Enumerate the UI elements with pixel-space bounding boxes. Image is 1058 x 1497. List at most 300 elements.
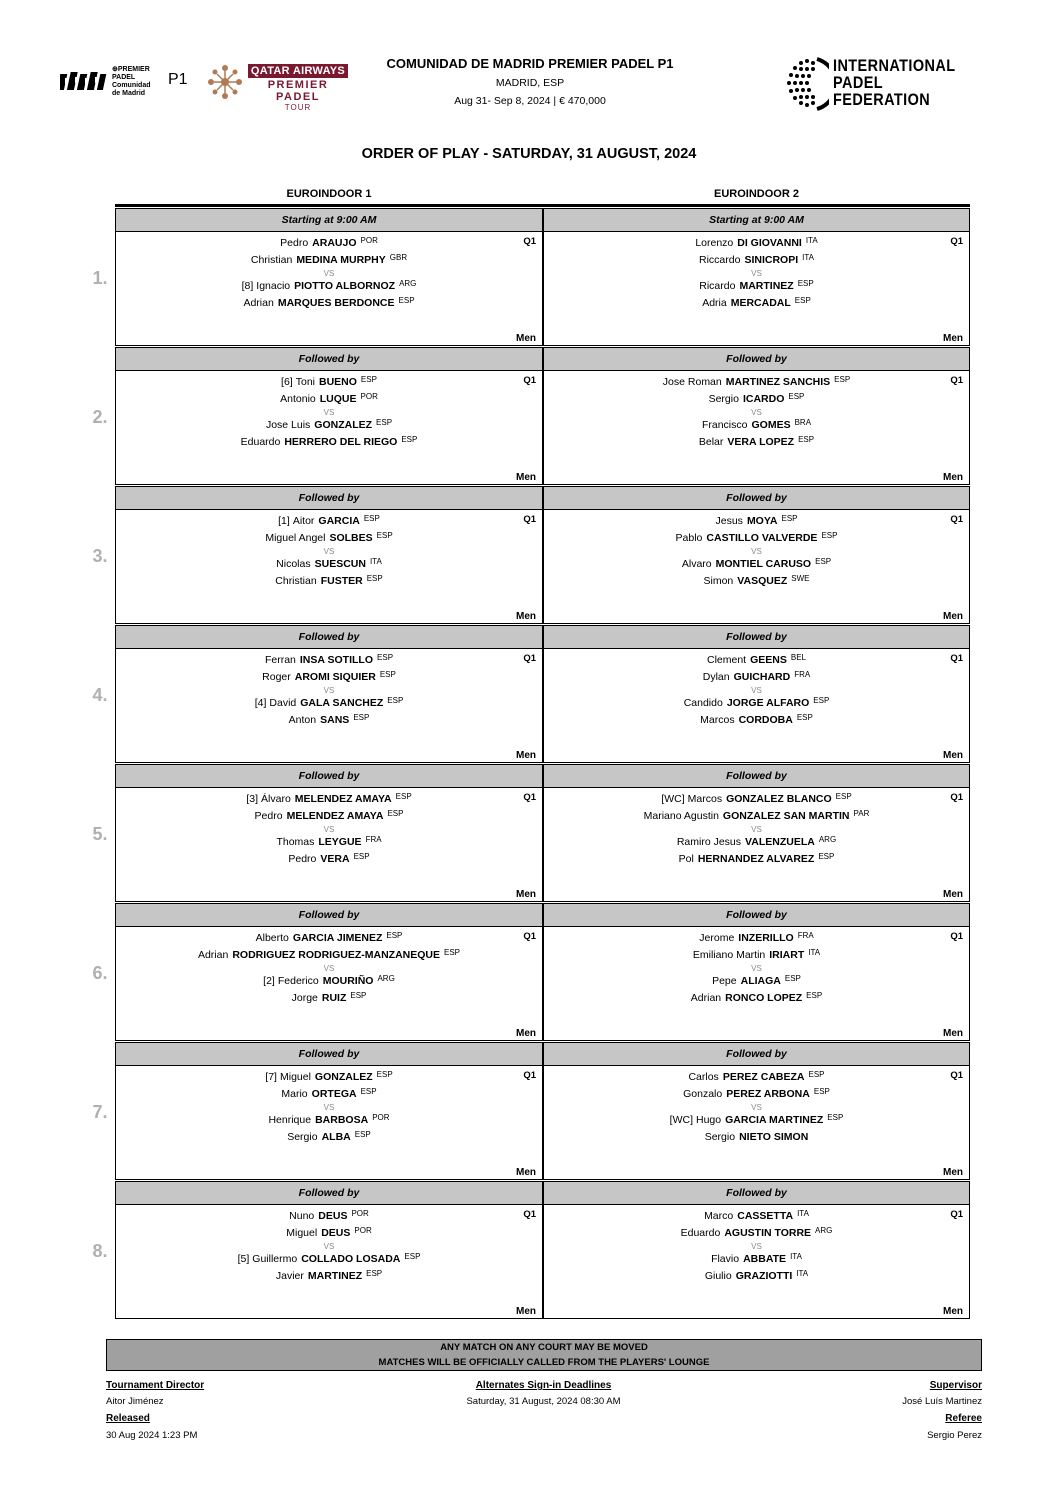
player-line [544, 436, 969, 448]
round-label: Q1 [523, 653, 536, 664]
player-first-name: Nuno [289, 1210, 315, 1222]
player-line [116, 932, 542, 944]
row-number: 2. [92, 407, 108, 427]
order-of-play-title: ORDER OF PLAY - SATURDAY, 31 AUGUST, 2024 [361, 146, 697, 162]
player-last-name: GONZALEZ BLANCO [726, 793, 832, 805]
player-first-name: Adrian [243, 297, 274, 309]
player-nationality: BRA [794, 418, 812, 427]
player-line [544, 810, 969, 822]
player-nationality: ESP [360, 1087, 377, 1096]
versus-label: VS [751, 547, 762, 556]
player-first-name: Pepe [712, 975, 737, 987]
player-line [544, 280, 969, 292]
premier-padel-p1-logo [112, 66, 188, 98]
player-nationality: ESP [376, 418, 393, 427]
player-first-name: Ricardo [699, 280, 736, 292]
player-line [116, 297, 542, 309]
match-cell [115, 370, 543, 485]
match-cell [543, 648, 970, 763]
alternates-value: Saturday, 31 August, 2024 08:30 AM [466, 1396, 621, 1407]
player-last-name: JORGE ALFARO [726, 697, 810, 709]
p1-logo-line2: Comunidad [112, 82, 151, 89]
player-first-name: Flavio [711, 1253, 740, 1265]
player-first-name: Riccardo [699, 254, 741, 266]
match-cell [115, 926, 543, 1041]
header-rule [115, 204, 970, 207]
player-last-name: GONZALEZ [314, 1071, 373, 1083]
category-label: Men [516, 1028, 536, 1039]
player-first-name: Ferran [264, 654, 296, 666]
player-first-name: Alberto [255, 932, 289, 944]
versus-label: VS [323, 1242, 335, 1251]
player-last-name: VERA [320, 853, 350, 865]
player-first-name: Henrique [268, 1114, 312, 1126]
player-line [544, 419, 969, 431]
versus-label: VS [323, 408, 335, 417]
player-line [544, 297, 969, 309]
player-last-name: MEDINA MURPHY [296, 254, 386, 266]
player-last-name: VALENZUELA [745, 836, 815, 848]
player-last-name: VERA LOPEZ [727, 436, 795, 448]
player-seed: [3] [246, 793, 259, 805]
player-nationality: ITA [790, 1252, 802, 1261]
player-first-name: Roger [262, 671, 291, 683]
player-line [116, 714, 542, 726]
player-first-name: Simon [703, 575, 734, 587]
player-last-name: GALA SANCHEZ [300, 697, 384, 709]
player-last-name: DI GIOVANNI [737, 237, 802, 249]
player-last-name: VASQUEZ [737, 575, 788, 587]
round-label: Q1 [523, 375, 536, 386]
player-nationality: ITA [797, 1209, 809, 1218]
p1-logo-line3: de Madrid [112, 90, 146, 97]
row-number: 6. [92, 963, 108, 983]
player-seed: [8] [241, 280, 254, 292]
player-nationality: POR [372, 1113, 390, 1122]
match-cell [543, 1065, 970, 1180]
player-line [544, 515, 969, 527]
player-last-name: COLLADO LOSADA [301, 1253, 401, 1265]
referee-label: Referee [945, 1413, 982, 1424]
player-nationality: ESP [366, 1269, 383, 1278]
player-last-name: AROMI SIQUIER [294, 671, 376, 683]
player-last-name: GUICHARD [733, 671, 791, 683]
round-label: Q1 [950, 236, 963, 247]
category-label: Men [516, 1306, 536, 1317]
tour-text: TOUR [284, 103, 312, 112]
category-label: Men [516, 1167, 536, 1178]
versus-label: VS [323, 964, 335, 973]
category-label: Men [943, 1028, 963, 1039]
player-first-name: Adria [702, 297, 727, 309]
player-last-name: ABBATE [743, 1253, 787, 1265]
player-first-name: Ramiro Jesus [676, 836, 742, 848]
player-first-name: Antonio [280, 393, 316, 405]
player-first-name: Toni [295, 376, 315, 388]
player-nationality: POR [351, 1209, 369, 1218]
player-first-name: Sergio [708, 393, 739, 405]
match-cell [115, 1204, 543, 1319]
player-line [116, 515, 542, 527]
referee-value: Sergio Perez [927, 1430, 982, 1441]
player-nationality: ESP [827, 1113, 844, 1122]
player-line [544, 1071, 969, 1083]
row-number: 1. [92, 268, 108, 288]
player-line [544, 697, 969, 709]
player-first-name: Marcos [687, 793, 723, 805]
ipf-line1: INTERNATIONAL [833, 56, 956, 75]
round-label: Q1 [523, 236, 536, 247]
category-label: Men [516, 472, 536, 483]
player-nationality: ESP [353, 713, 370, 722]
player-seed: [7] [265, 1071, 277, 1083]
player-nationality: ESP [815, 557, 832, 566]
match-cell [115, 1065, 543, 1180]
player-line [116, 393, 542, 405]
player-nationality: POR [354, 1226, 372, 1235]
player-nationality: ESP [813, 1087, 830, 1096]
player-first-name: Thomas [276, 836, 315, 848]
player-first-name: Mariano Agustin [643, 810, 719, 822]
player-last-name: MELENDEZ AMAYA [294, 793, 392, 805]
player-first-name: Giulio [704, 1270, 732, 1282]
player-line [116, 254, 542, 266]
versus-label: VS [323, 825, 335, 834]
player-first-name: Álvaro [261, 793, 291, 805]
player-first-name: Jesus [715, 515, 743, 527]
player-nationality: ESP [354, 1130, 371, 1139]
row-number: 7. [92, 1102, 108, 1122]
followed-by-band: Followed by [115, 1181, 543, 1205]
p1-logo-mark: P1 [168, 71, 188, 88]
player-last-name: INSA SOTILLO [299, 654, 374, 666]
followed-by-band: Followed by [543, 347, 970, 371]
round-label: Q1 [523, 1070, 536, 1081]
player-nationality: ESP [796, 713, 813, 722]
player-line [544, 1253, 969, 1265]
player-nationality: ESP [788, 392, 805, 401]
player-first-name: Dylan [702, 671, 730, 683]
player-seed: [4] [254, 697, 267, 709]
player-last-name: ALIAGA [740, 975, 781, 987]
player-first-name: Jose Roman [662, 376, 722, 388]
player-nationality: ESP [377, 653, 394, 662]
player-last-name: HERRERO DEL RIEGO [284, 436, 398, 448]
player-last-name: DEUS [321, 1227, 351, 1239]
player-line [116, 1227, 542, 1239]
player-last-name: GARCIA JIMENEZ [292, 932, 383, 944]
player-first-name: Pablo [675, 532, 703, 544]
player-line [544, 654, 969, 666]
player-last-name: SUESCUN [314, 558, 366, 570]
category-label: Men [943, 1306, 963, 1317]
followed-by-band: Followed by [115, 764, 543, 788]
player-last-name: MARQUES BERDONCE [277, 297, 395, 309]
player-first-name: David [269, 697, 297, 709]
player-nationality: ESP [798, 435, 815, 444]
player-line [544, 793, 969, 805]
round-label: Q1 [950, 514, 963, 525]
tournament-title: COMUNIDAD DE MADRID PREMIER PADEL P1 [386, 56, 674, 71]
player-first-name: Pol [678, 853, 694, 865]
player-line [116, 654, 542, 666]
category-label: Men [516, 611, 536, 622]
player-nationality: ITA [808, 948, 821, 957]
player-line [544, 558, 969, 570]
player-line [116, 1088, 542, 1100]
notice-box [106, 1339, 982, 1371]
round-label: Q1 [950, 1209, 963, 1220]
player-line [116, 671, 542, 683]
player-nationality: ESP [794, 296, 811, 305]
followed-by-band: Followed by [543, 1042, 970, 1066]
player-nationality: BEL [790, 653, 806, 662]
player-nationality: ESP [398, 296, 415, 305]
player-line [116, 949, 542, 961]
player-last-name: BUENO [319, 376, 357, 388]
player-line [116, 975, 542, 987]
player-line [544, 853, 969, 865]
ipf-name [833, 57, 955, 108]
player-last-name: FUSTER [320, 575, 363, 587]
player-nationality: FRA [797, 931, 814, 940]
player-line [544, 1210, 969, 1222]
category-label: Men [943, 472, 963, 483]
player-nationality: ESP [813, 696, 830, 705]
player-first-name: Marcos [700, 714, 735, 726]
player-last-name: RODRIGUEZ RODRIGUEZ-MANZANEQUE [232, 949, 440, 961]
player-last-name: GARCIA [318, 515, 360, 527]
player-line [544, 376, 969, 388]
player-last-name: ARAUJO [312, 237, 357, 249]
player-line [544, 671, 969, 683]
player-nationality: FRA [365, 835, 382, 844]
released-label: Released [106, 1413, 150, 1424]
match-cell [115, 509, 543, 624]
player-first-name: Miguel [279, 1071, 311, 1083]
player-last-name: MOURIÑO [322, 975, 374, 987]
player-last-name: MELENDEZ AMAYA [286, 810, 384, 822]
row-number: 4. [92, 685, 108, 705]
player-first-name: Anton [288, 714, 317, 726]
player-seed: [5] [237, 1253, 250, 1265]
player-nationality: ESP [360, 375, 377, 384]
player-last-name: HERNANDEZ ALVAREZ [697, 853, 815, 865]
notice-line-1: ANY MATCH ON ANY COURT MAY BE MOVED [440, 1342, 648, 1353]
player-seed: [WC] [661, 793, 685, 805]
player-line [544, 1270, 969, 1282]
player-nationality: ESP [353, 852, 370, 861]
player-nationality: ESP [395, 792, 412, 801]
tournament-header [330, 56, 730, 107]
category-label: Men [943, 750, 963, 761]
match-cell [543, 509, 970, 624]
player-first-name: Marco [704, 1210, 734, 1222]
player-first-name: Eduardo [680, 1227, 721, 1239]
versus-label: VS [751, 686, 762, 695]
player-nationality: SWE [791, 574, 810, 583]
versus-label: VS [751, 269, 762, 278]
player-first-name: Mario [281, 1088, 308, 1100]
player-first-name: Sergio [704, 1131, 736, 1143]
player-first-name: Miguel [286, 1227, 318, 1239]
player-first-name: Clement [707, 654, 747, 666]
player-line [116, 575, 542, 587]
player-seed: [6] [281, 376, 293, 388]
row-number: 5. [92, 824, 108, 844]
followed-by-band: Followed by [115, 625, 543, 649]
premier-padel-text: PREMIER PADEL [267, 79, 329, 103]
player-line [116, 697, 542, 709]
player-first-name: Pedro [254, 810, 283, 822]
player-line [116, 1131, 542, 1143]
player-line [544, 393, 969, 405]
player-seed: [2] [263, 975, 275, 987]
followed-by-band: Followed by [115, 486, 543, 510]
versus-label: VS [323, 686, 335, 695]
player-line [544, 714, 969, 726]
round-label: Q1 [950, 931, 963, 942]
player-first-name: Eduardo [240, 436, 281, 448]
player-line [116, 992, 542, 1004]
followed-by-band: Followed by [543, 625, 970, 649]
player-first-name: Jose Luis [265, 419, 311, 431]
player-first-name: Adrian [690, 992, 722, 1004]
player-last-name: SANS [320, 714, 350, 726]
player-nationality: ESP [821, 531, 838, 540]
row-number: 3. [92, 546, 108, 566]
player-line [544, 975, 969, 987]
player-last-name: MARTINEZ [739, 280, 794, 292]
player-nationality: ESP [376, 1070, 393, 1079]
player-line [544, 1114, 969, 1126]
player-line [544, 992, 969, 1004]
player-line [544, 932, 969, 944]
player-line [116, 436, 542, 448]
player-nationality: ITA [796, 1269, 809, 1278]
match-cell [543, 926, 970, 1041]
match-cell [115, 231, 543, 346]
player-line [116, 810, 542, 822]
player-last-name: MONTIEL CARUSO [715, 558, 812, 570]
match-cell [543, 1204, 970, 1319]
player-nationality: ESP [797, 279, 814, 288]
match-cell [115, 787, 543, 902]
player-last-name: MARTINEZ SANCHIS [725, 376, 831, 388]
category-label: Men [516, 333, 536, 344]
player-last-name: CORDOBA [738, 714, 793, 726]
tournament-dates: Aug 31- Sep 8, 2024 | € 470,000 [454, 95, 606, 107]
player-last-name: MERCADAL [730, 297, 791, 309]
round-label: Q1 [950, 375, 963, 386]
category-label: Men [516, 750, 536, 761]
player-first-name: Miguel Angel [265, 532, 326, 544]
player-nationality: ITA [369, 557, 382, 566]
player-nationality: ARG [815, 1226, 833, 1235]
player-line [116, 1210, 542, 1222]
player-line [544, 237, 969, 249]
player-last-name: INZERILLO [738, 932, 794, 944]
row-number: 8. [92, 1241, 108, 1261]
player-first-name: Jorge [291, 992, 318, 1004]
player-nationality: ESP [835, 792, 852, 801]
player-last-name: RONCO LOPEZ [725, 992, 803, 1004]
followed-by-band: Followed by [543, 1181, 970, 1205]
player-line [116, 1071, 542, 1083]
followed-by-band: Followed by [115, 347, 543, 371]
round-label: Q1 [950, 653, 963, 664]
director-value: Aitor Jiménez [106, 1396, 164, 1407]
match-cell [543, 231, 970, 346]
player-first-name: Emiliano Martin [692, 949, 766, 961]
followed-by-band: Followed by [543, 903, 970, 927]
player-last-name: ORTEGA [311, 1088, 357, 1100]
player-first-name: Christian [250, 254, 293, 266]
alternates-label: Alternates Sign-in Deadlines [475, 1380, 612, 1391]
player-line [116, 419, 542, 431]
player-line [116, 237, 542, 249]
p1-logo-line1: ⊕PREMIER PADEL [112, 66, 150, 81]
player-nationality: ESP [784, 974, 801, 983]
player-line [544, 532, 969, 544]
player-line [116, 793, 542, 805]
versus-label: VS [751, 408, 762, 417]
player-first-name: Federico [277, 975, 319, 987]
player-first-name: Carlos [688, 1071, 719, 1083]
player-first-name: Sergio [287, 1131, 318, 1143]
player-nationality: ARG [377, 974, 395, 983]
player-first-name: Candido [683, 697, 723, 709]
player-first-name: Adrian [197, 949, 229, 961]
player-nationality: ITA [805, 236, 818, 245]
player-nationality: FRA [794, 670, 811, 679]
court-header-2: EUROINDOOR 2 [714, 188, 799, 200]
player-first-name: Alvaro [681, 558, 712, 570]
player-nationality: ESP [404, 1252, 421, 1261]
round-label: Q1 [950, 1070, 963, 1081]
player-line [116, 558, 542, 570]
player-line [544, 575, 969, 587]
player-last-name: BARBOSA [315, 1114, 369, 1126]
supervisor-value: José Luís Martinez [902, 1396, 982, 1407]
player-last-name: CASTILLO VALVERDE [706, 532, 818, 544]
category-label: Men [943, 333, 963, 344]
match-cell [543, 787, 970, 902]
player-nationality: ESP [444, 948, 461, 957]
player-last-name: GOMES [751, 419, 791, 431]
supervisor-label: Supervisor [929, 1380, 982, 1391]
followed-by-band: Followed by [115, 1042, 543, 1066]
player-first-name: Jerome [699, 932, 735, 944]
round-label: Q1 [523, 514, 536, 525]
player-first-name: Nicolas [276, 558, 311, 570]
qatar-airways-text: QATAR AIRWAYS [248, 64, 348, 78]
player-line [116, 532, 542, 544]
ipf-globe-icon [785, 55, 829, 113]
federation-logo-icon [60, 66, 110, 96]
released-value: 30 Aug 2024 1:23 PM [106, 1430, 198, 1441]
player-last-name: GARCIA MARTINEZ [725, 1114, 824, 1126]
ipf-logo [785, 55, 956, 115]
player-nationality: ARG [399, 279, 417, 288]
player-last-name: PEREZ ARBONA [726, 1088, 810, 1100]
player-last-name: GONZALEZ [314, 419, 373, 431]
player-last-name: MOYA [746, 515, 778, 527]
player-first-name: Pedro [280, 237, 309, 249]
category-label: Men [943, 1167, 963, 1178]
player-line [544, 1227, 969, 1239]
ipf-line3: FEDERATION [833, 90, 931, 109]
